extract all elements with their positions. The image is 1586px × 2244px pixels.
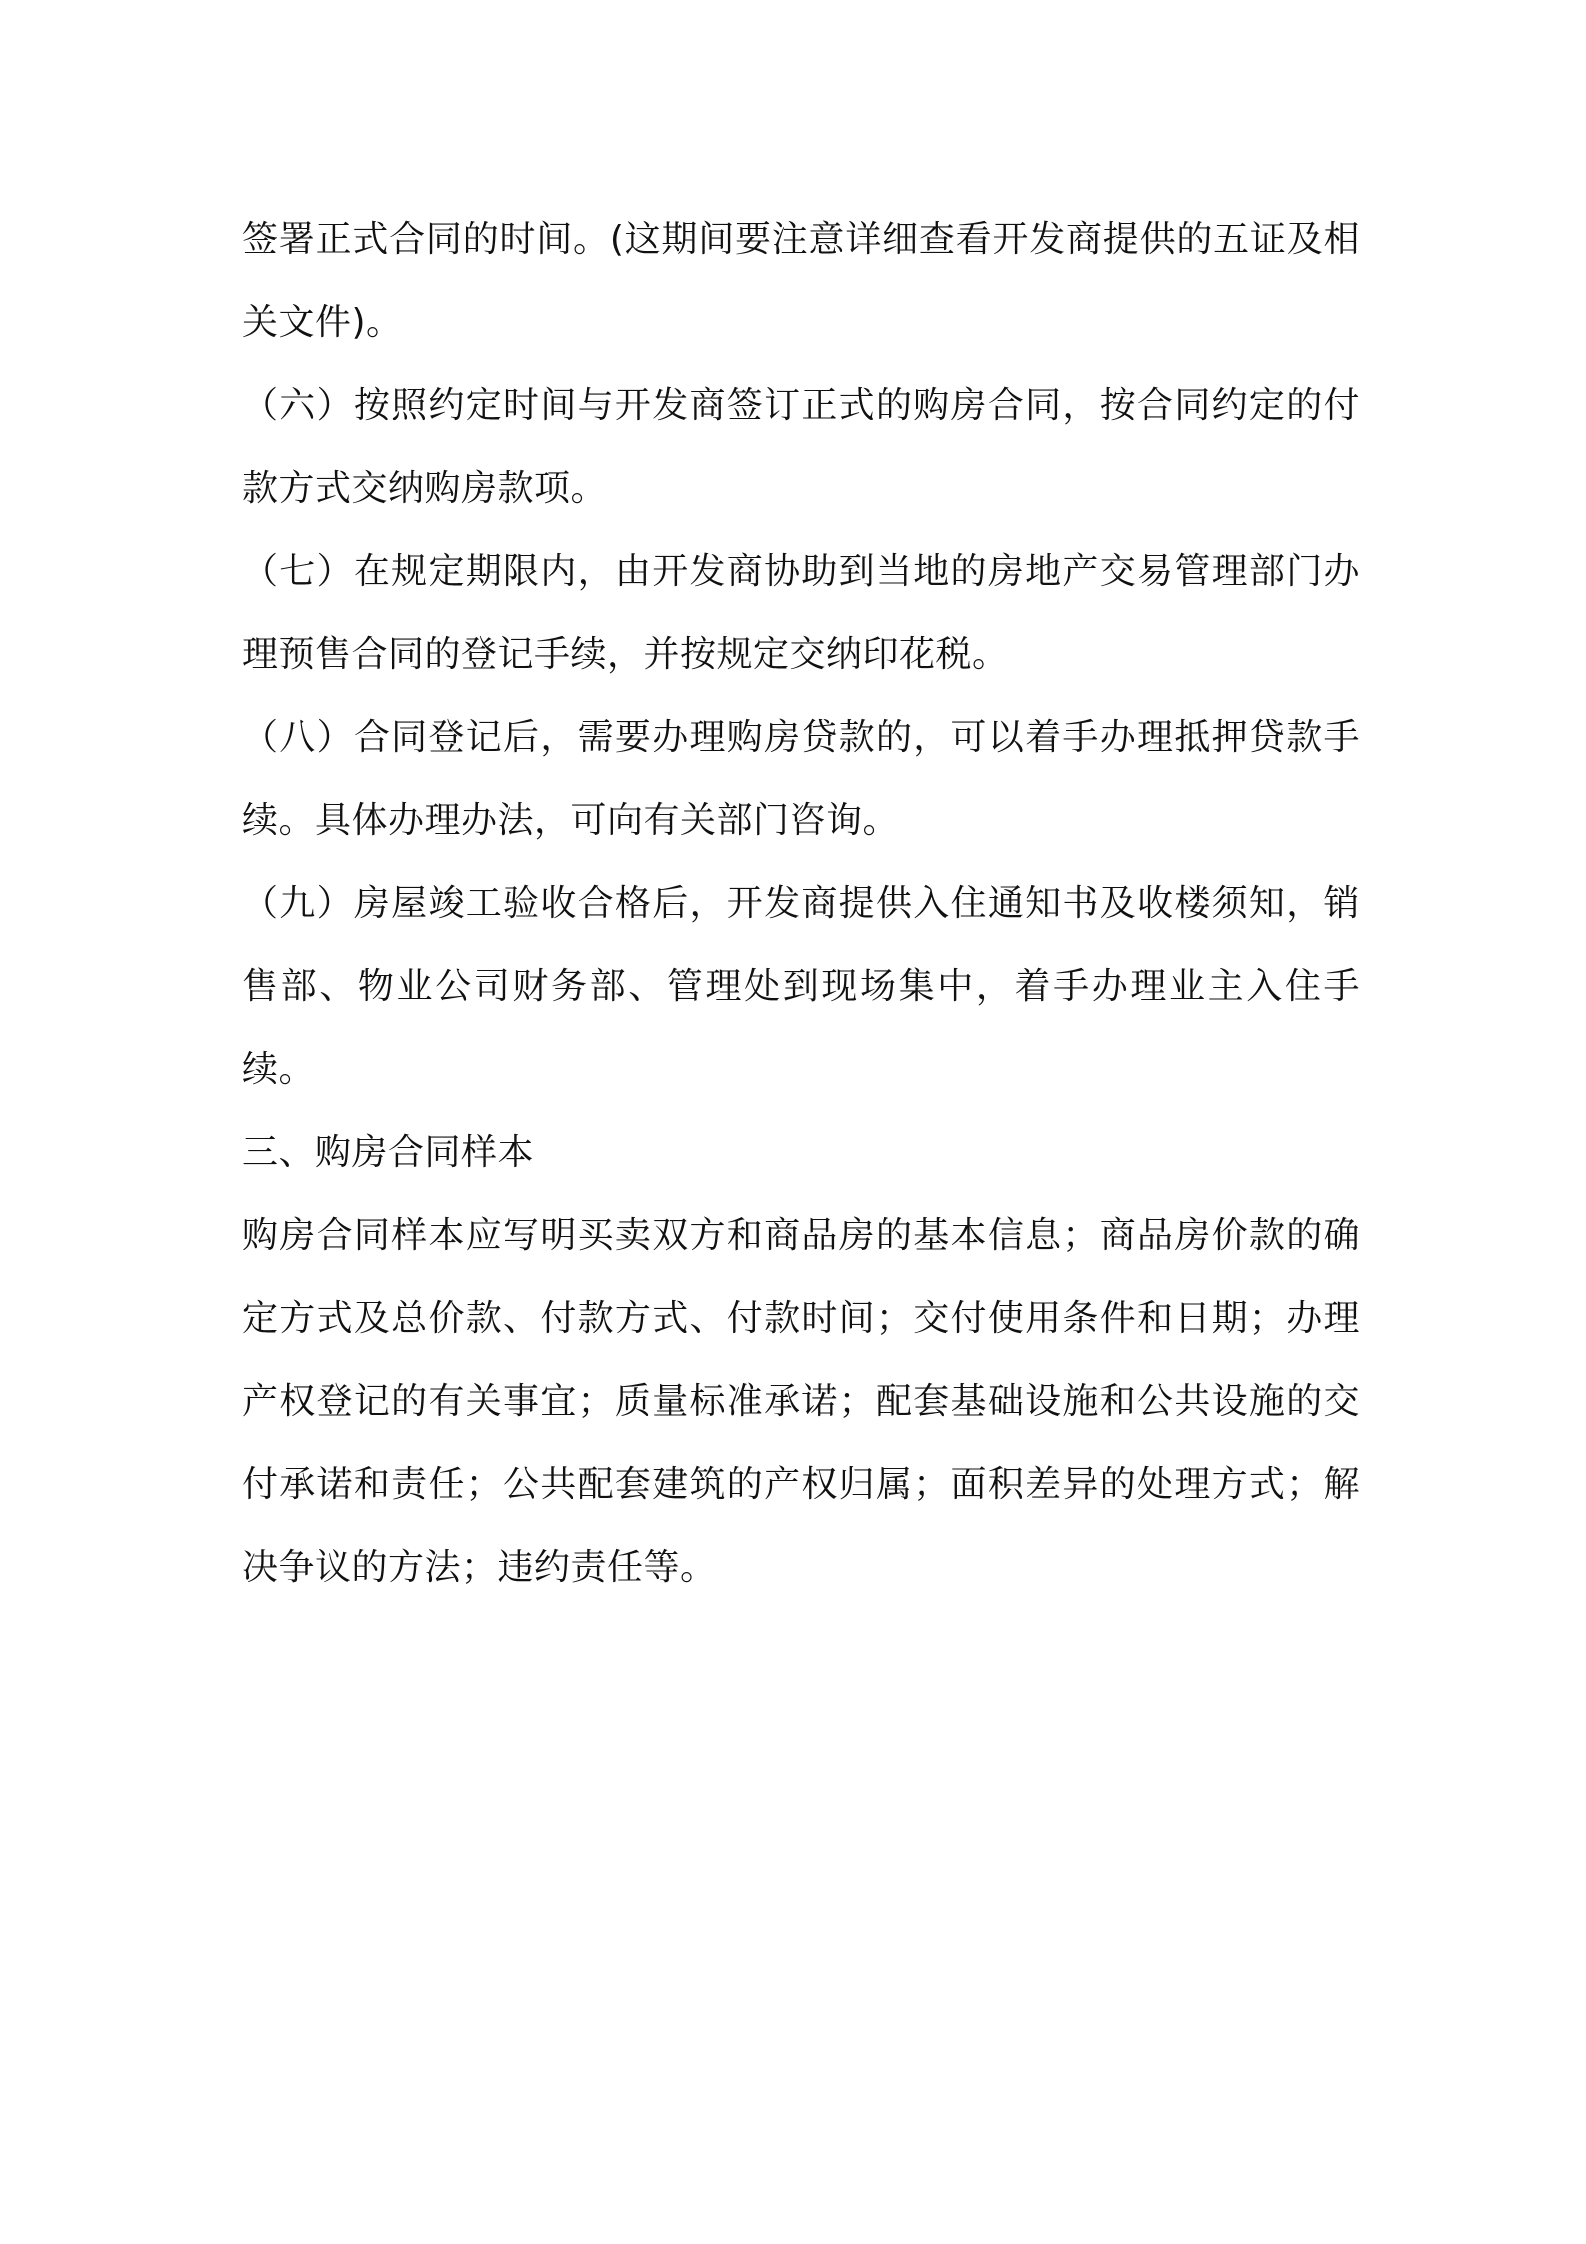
section-heading-contract-sample: 三、购房合同样本 bbox=[242, 1132, 535, 1173]
paragraph-step-7: （七）在规定期限内，由开发商协助到当地的房地产交易管理部门办理预售合同的登记手续，并按规定交纳印花税。 bbox=[242, 551, 1360, 675]
paragraph-contract-signing-time: 签署正式合同的时间。(这期间要注意详细查看开发商提供的五证及相关文件)。 bbox=[242, 219, 1360, 343]
paragraph-step-6: （六）按照约定时间与开发商签订正式的购房合同，按合同约定的付款方式交纳购房款项。 bbox=[242, 385, 1360, 509]
paragraph-contract-sample-body: 购房合同样本应写明买卖双方和商品房的基本信息；商品房价款的确定方式及总价款、付款方式、付款时间；交付使用条件和日期；办理产权登记的有关事宜；质量标准承诺；配套基础设施和公共设施的交付承诺和责任；公共配套建筑的产权归属；面积差异的处理方式；解决争议的方法；违约责任等。 bbox=[242, 1215, 1360, 1588]
document-page bbox=[242, 198, 1360, 1609]
paragraph-step-8: （八）合同登记后，需要办理购房贷款的，可以着手办理抵押贷款手续。具体办理办法，可向有关部门咨询。 bbox=[242, 717, 1360, 841]
paragraph-step-9: （九）房屋竣工验收合格后，开发商提供入住通知书及收楼须知，销售部、物业公司财务部、管理处到现场集中，着手办理业主入住手续。 bbox=[242, 883, 1360, 1090]
